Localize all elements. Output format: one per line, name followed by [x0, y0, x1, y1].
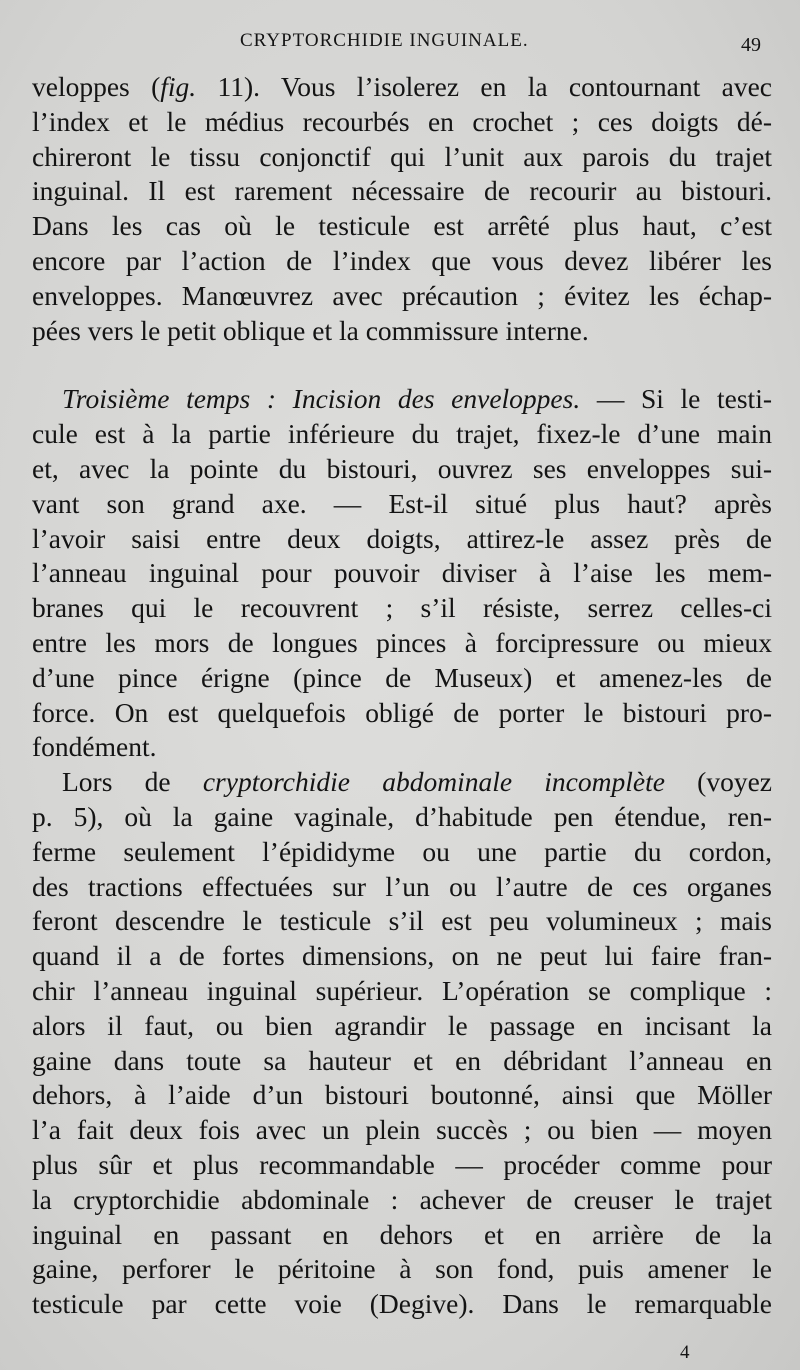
running-title: CRYPTORCHIDIE INGUINALE.: [240, 30, 529, 51]
text-segment: cule est à la partie inférieure du trajet, fixez-le d’une main: [32, 418, 772, 450]
text-segment: l’anneau inguinal pour pouvoir diviser à l’aise les mem-: [32, 557, 772, 589]
text-line: [32, 1078, 772, 1113]
signature-mark: 4: [680, 1342, 690, 1363]
text-line: [32, 244, 772, 279]
text-segment: feront descendre le testicule s’il est peu volumineux ; mais: [32, 905, 772, 937]
text-line: [32, 382, 772, 417]
text-line: [32, 696, 772, 731]
text-segment: d’une pince érigne (pince de Museux) et amenez-les de: [32, 661, 772, 693]
text-line: [32, 730, 772, 765]
text-segment: Lors de: [62, 766, 203, 798]
text-segment: l’index et le médius recourbés en crochet ; ces doigts dé-: [32, 105, 772, 137]
running-head: [0, 30, 800, 60]
text-segment: l’a fait deux fois avec un plein succès ; ou bien — moyen: [32, 1114, 772, 1146]
text-line: [32, 556, 772, 591]
text-segment: inguinal en passant en dehors et en arrière de la: [32, 1218, 772, 1250]
text-segment: branes qui le recouvrent ; s’il résiste, serrez celles-ci: [32, 592, 772, 624]
text-line: [32, 487, 772, 522]
text-segment: force. On est quelquefois obligé de porter le bistouri pro-: [32, 696, 772, 728]
text-line: [32, 279, 772, 314]
text-line: [32, 1044, 772, 1079]
text-segment: pées vers le petit oblique et la commissure interne.: [32, 314, 589, 346]
text-segment: inguinal. Il est rarement nécessaire de recourir au bistouri.: [32, 175, 772, 207]
text-segment: chir l’anneau inguinal supérieur. L’opération se complique :: [32, 974, 772, 1006]
text-segment: enveloppes. Manœuvrez avec précaution ; évitez les échap-: [32, 279, 772, 311]
text-segment: — Si le testi-: [580, 383, 772, 415]
text-line: [32, 870, 772, 905]
italic-text: fig.: [160, 71, 197, 102]
text-line: [32, 314, 772, 349]
text-segment: veloppes (: [32, 71, 161, 102]
text-line: [32, 1009, 772, 1044]
text-segment: la cryptorchidie abdominale : achever de creuser le trajet: [32, 1183, 772, 1215]
page-number: 49: [741, 34, 761, 56]
paragraph: [32, 70, 772, 348]
text-line: [32, 835, 772, 870]
paragraph: [32, 765, 772, 1322]
text-line: [32, 1183, 772, 1218]
text-segment: (voyez: [664, 766, 772, 798]
text-line: [32, 904, 772, 939]
text-segment: quand il a de fortes dimensions, on ne peut lui faire fran-: [32, 940, 772, 972]
text-line: [32, 70, 772, 105]
text-line: [32, 452, 772, 487]
text-line: [32, 1113, 772, 1148]
text-segment: chireront le tissu conjonctif qui l’unit aux parois du trajet: [32, 140, 772, 172]
text-segment: Dans les cas où le testicule est arrêté plus haut, c’est: [32, 210, 772, 242]
text-segment: dehors, à l’aide d’un bistouri boutonné, ainsi que Möller: [32, 1079, 772, 1111]
italic-text: Troisième temps : Incision des enveloppes.: [62, 383, 581, 415]
text-segment: des tractions effectuées sur l’un ou l’autre de ces organes: [32, 870, 772, 902]
text-segment: encore par l’action de l’index que vous devez libérer les: [32, 244, 772, 276]
text-line: [32, 209, 772, 244]
text-line: [32, 765, 772, 800]
text-segment: gaine, perforer le péritoine à son fond, puis amener le: [32, 1253, 772, 1285]
text-line: [32, 1287, 772, 1322]
text-segment: et, avec la pointe du bistouri, ouvrez ses enveloppes sui-: [32, 452, 772, 484]
text-segment: testicule par cette voie (Degive). Dans le remarquable: [32, 1288, 772, 1320]
text-segment: ferme seulement l’épididyme ou une partie du cordon,: [32, 835, 772, 867]
text-line: [32, 939, 772, 974]
text-line: [32, 626, 772, 661]
text-line: [32, 1218, 772, 1253]
text-segment: vant son grand axe. — Est-il situé plus haut? après: [32, 487, 772, 519]
paragraph-gap: [32, 348, 772, 382]
text-segment: plus sûr et plus recommandable — procéder comme pour: [32, 1148, 772, 1180]
text-segment: fondément.: [32, 731, 157, 763]
text-line: [32, 105, 772, 140]
text-segment: p. 5), où la gaine vaginale, d’habitude pen étendue, ren-: [32, 800, 772, 832]
italic-text: cryptorchidie abdominale incomplète: [202, 766, 665, 798]
paragraph: [32, 382, 772, 765]
text-segment: l’avoir saisi entre deux doigts, attirez-le assez près de: [32, 522, 772, 554]
text-line: [32, 522, 772, 557]
text-line: [32, 974, 772, 1009]
text-line: [32, 591, 772, 626]
text-segment: entre les mors de longues pinces à forcipressure ou mieux: [32, 626, 772, 658]
text-segment: 11). Vous l’isolerez en la contournant avec: [196, 71, 772, 102]
body-text: [32, 70, 772, 1322]
text-line: [32, 800, 772, 835]
text-segment: alors il faut, ou bien agrandir le passage en incisant la: [32, 1009, 772, 1041]
text-line: [32, 661, 772, 696]
text-line: [32, 1252, 772, 1287]
text-segment: gaine dans toute sa hauteur et en débridant l’anneau en: [32, 1044, 772, 1076]
text-line: [32, 140, 772, 175]
text-line: [32, 174, 772, 209]
text-line: [32, 417, 772, 452]
text-line: [32, 1148, 772, 1183]
